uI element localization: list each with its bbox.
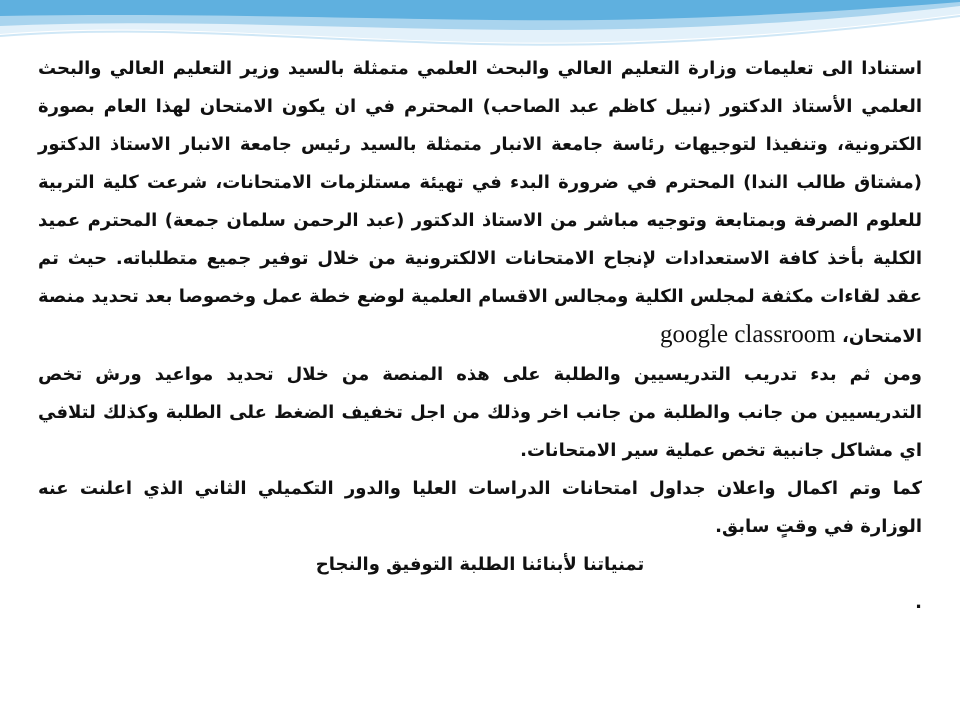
trailing-dot: . [915, 592, 922, 613]
paragraph-intro [38, 50, 922, 356]
announcement-text [38, 50, 922, 622]
platform-name: google classroom [660, 321, 836, 348]
paragraph-schedules: كما وتم اكمال واعلان جداول امتحانات الدراسات العليا والدور التكميلي الثاني الذي اعلنت عنه الوزارة في وقتٍ سابق. [38, 478, 922, 537]
paragraph-intro-text: استنادا الى تعليمات وزارة التعليم العالي والبحث العلمي متمثلة بالسيد وزير التعليم العالي والبحث العلمي الأستاذ الدكتور (نبيل كاظم عبد الصاحب) المحترم في ان يكون الامتحان لهذا العام بصورة الكترونية، وتنفيذا لتوجيهات رئاسة جامعة الانبار متمثلة بالسيد رئيس جامعة الانبار الاستاذ الدكتور (مشتاق طالب الندا) المحترم في ضرورة البدء في تهيئة مستلزمات الامتحانات، شرعت كلية التربية للعلوم الصرفة وبمتابعة وتوجيه مباشر من الاستاذ الدكتور (عبد الرحمن سلمان جمعة) المحترم عميد الكلية بأخذ كافة الاستعدادات لإنجاح الامتحانات الالكترونية من خلال توفير جميع متطلباته. حيث تم عقد لقاءات مكثفة لمجلس الكلية ومجالس الاقسام العلمية لوضع خطة عمل وخصوصا بعد تحديد منصة الامتحان، [38, 58, 922, 347]
paragraph-training: ومن ثم بدء تدريب التدريسيين والطلبة على هذه المنصة من خلال تحديد مواعيد ورش تخص التدريسيين من جانب والطلبة من جانب اخر وذلك من اجل تخفيف الضغط على الطلبة وكذلك لتلافي اي مشاكل جانبية تخص عملية سير الامتحانات. [38, 364, 922, 461]
closing-wishes: تمنياتنا لأبنائنا الطلبة التوفيق والنجاح [315, 554, 645, 575]
